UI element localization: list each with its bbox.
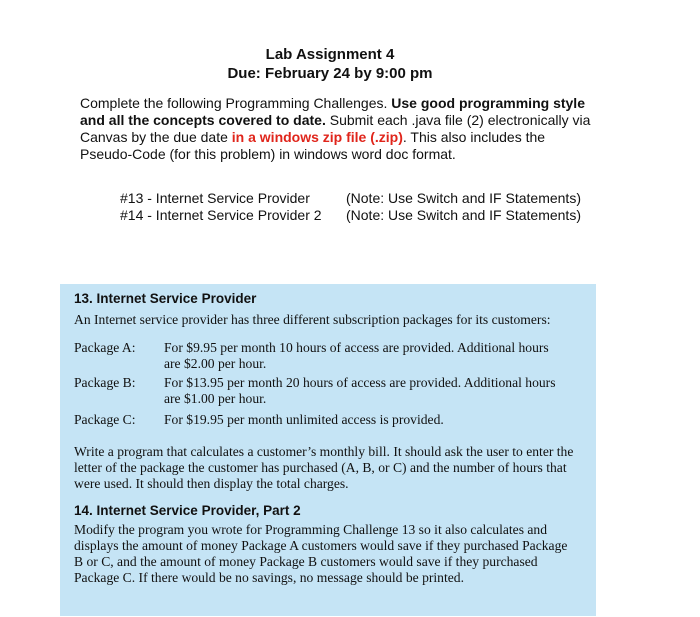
textbook-excerpt <box>60 284 596 616</box>
package-c-row <box>74 412 574 428</box>
challenge-row <box>120 190 581 207</box>
package-a-row <box>74 340 574 372</box>
intro-text-2: Submit each .java file (2) electronically via Canvas by the due date <box>80 112 591 145</box>
package-text: For $13.95 per month 20 hours of access are provided. Additional hours are $1.00 per hour. <box>164 375 556 406</box>
instructions-paragraph <box>80 95 600 163</box>
intro-text-3: . This also includes the Pseudo-Code (for this problem) in windows word doc format. <box>80 129 546 162</box>
problem-13-description: An Internet service provider has three different subscription packages for its customers: <box>74 312 551 327</box>
due-date: Due: February 24 by 9:00 pm <box>227 65 433 82</box>
package-label: Package C: <box>74 412 136 427</box>
problem-14-text: Modify the program you wrote for Programming Challenge 13 so it also calculates and displays the amount of money Package A customers would save if they purchased Package B or C, and the amount of money Package B customers would save if they purchased Package C. If there would be no savings, no message should be printed. <box>74 522 568 585</box>
challenge-note: (Note: Use Switch and IF Statements) <box>346 207 581 223</box>
package-text: For $9.95 per month 10 hours of access are provided. Additional hours are $2.00 per hour. <box>164 340 549 371</box>
intro-text-1: Complete the following Programming Challenges. <box>80 95 392 111</box>
assignment-header <box>0 45 660 83</box>
package-label: Package A: <box>74 340 136 355</box>
package-b-row <box>74 375 574 407</box>
package-label: Package B: <box>74 375 136 390</box>
intro-red-zip: in a windows zip file (.zip) <box>231 129 403 145</box>
intro-bold: Use good programming style and all the concepts covered to date. <box>80 95 585 128</box>
package-text: For $19.95 per month unlimited access is provided. <box>164 412 444 427</box>
challenge-note: (Note: Use Switch and IF Statements) <box>346 190 581 206</box>
problem-13-heading: 13. Internet Service Provider <box>74 291 257 306</box>
challenge-name: #13 - Internet Service Provider <box>120 190 310 206</box>
assignment-title: Lab Assignment 4 <box>265 46 395 63</box>
challenge-name: #14 - Internet Service Provider 2 <box>120 207 322 223</box>
challenge-row <box>120 207 581 224</box>
problem-14-heading: 14. Internet Service Provider, Part 2 <box>74 503 301 518</box>
problem-13-program: Write a program that calculates a customer’s monthly bill. It should ask the user to enter the letter of the package the customer has purchased (A, B, or C) and the number of hours that were used. It should then display the total charges. <box>74 444 574 491</box>
challenge-list <box>120 190 581 224</box>
